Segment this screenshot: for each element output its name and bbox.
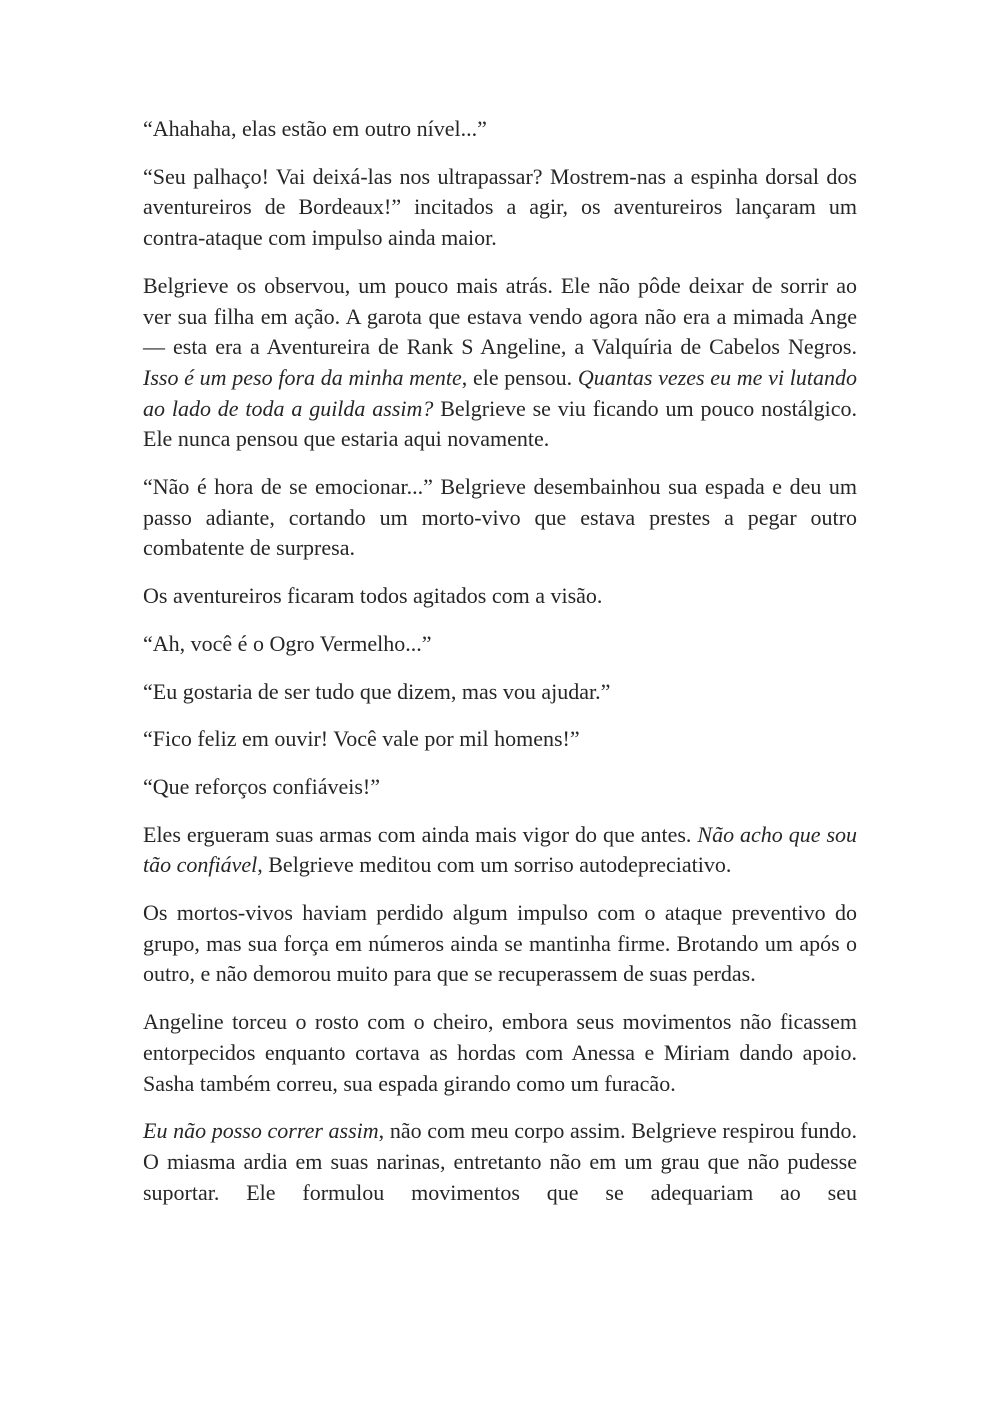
paragraph-11 [143,898,857,990]
italic-thought: Isso é um peso fora da minha mente [143,364,462,390]
paragraph-9 [143,772,857,803]
paragraph-text: Belgrieve os observou, um pouco mais atrás. Ele não pôde deixar de sorrir ao ver sua filha em ação. A garota que estava vendo agora não era a mimada Ange — esta era a Aventureira de Rank S Angeline, a Valquíria de Cabelos Negros. [143,272,857,360]
paragraph-12 [143,1007,857,1099]
paragraph-text: Os aventureiros ficaram todos agitados com a visão. [143,583,603,609]
paragraph-5 [143,581,857,612]
paragraph-text: , ele pensou. [461,364,578,390]
paragraph-text: “Seu palhaço! Vai deixá-las nos ultrapassar? Mostrem-nas a espinha dorsal dos aventureiros de Bordeaux!” incitados a agir, os aventureiros lançaram um contra-ataque com impulso ainda maior. [143,163,857,251]
paragraph-text: “Ah, você é o Ogro Vermelho...” [143,630,432,656]
paragraph-text: “Que reforços confiáveis!” [143,773,380,799]
paragraph-text: Belgrieve se viu ficando um pouco nostálgico. Ele nunca pensou que estaria aqui novamente. [143,395,858,452]
paragraph-7 [143,677,857,708]
paragraph-3 [143,271,857,455]
italic-thought: Quantas vezes eu me vi lutando ao lado de toda a guilda assim? [143,364,858,421]
italic-thought: Eu não posso correr assim [143,1118,379,1144]
paragraph-text: “Ahahaha, elas estão em outro nível...” [143,116,487,141]
document-page [143,114,857,1225]
paragraph-8 [143,724,857,755]
paragraph-text: Eles ergueram suas armas com ainda mais vigor do que antes. [143,821,698,847]
paragraph-text: Angeline torceu o rosto com o cheiro, embora seus movimentos não ficassem entorpecidos enquanto cortava as hordas com Anessa e Miriam dando apoio. Sasha também correu, sua espada girando como um furacão. [143,1009,857,1096]
paragraph-text: , não com meu corpo assim. Belgrieve respirou fundo. O miasma ardia em suas narinas, entretanto não em um grau que não pudesse suportar. Ele formulou movimentos que se adequariam ao seu [143,1118,857,1205]
paragraph-text: , Belgrieve meditou com um sorriso autodepreciativo. [257,852,732,878]
paragraph-text: Os mortos-vivos haviam perdido algum impulso com o ataque preventivo do grupo, mas sua força em números ainda se mantinha firme. Brotando um após o outro, e não demorou muito para que se recuperassem de suas perdas. [143,900,857,987]
paragraph-6 [143,629,857,660]
paragraph-text: “Fico feliz em ouvir! Você vale por mil homens!” [143,726,580,752]
paragraph-text: “Não é hora de se emocionar...” Belgrieve desembainhou sua espada e deu um passo adiante, cortando um morto-vivo que estava prestes a pegar outro combatente de surpresa. [143,474,857,561]
paragraph-4 [143,472,857,564]
paragraph-2 [143,162,857,254]
paragraph-text: “Eu gostaria de ser tudo que dizem, mas vou ajudar.” [143,678,611,704]
italic-thought: Não acho que sou tão confiável [143,821,858,878]
paragraph-10 [143,820,857,881]
paragraph-1 [143,114,857,145]
paragraph-13 [143,1116,857,1208]
